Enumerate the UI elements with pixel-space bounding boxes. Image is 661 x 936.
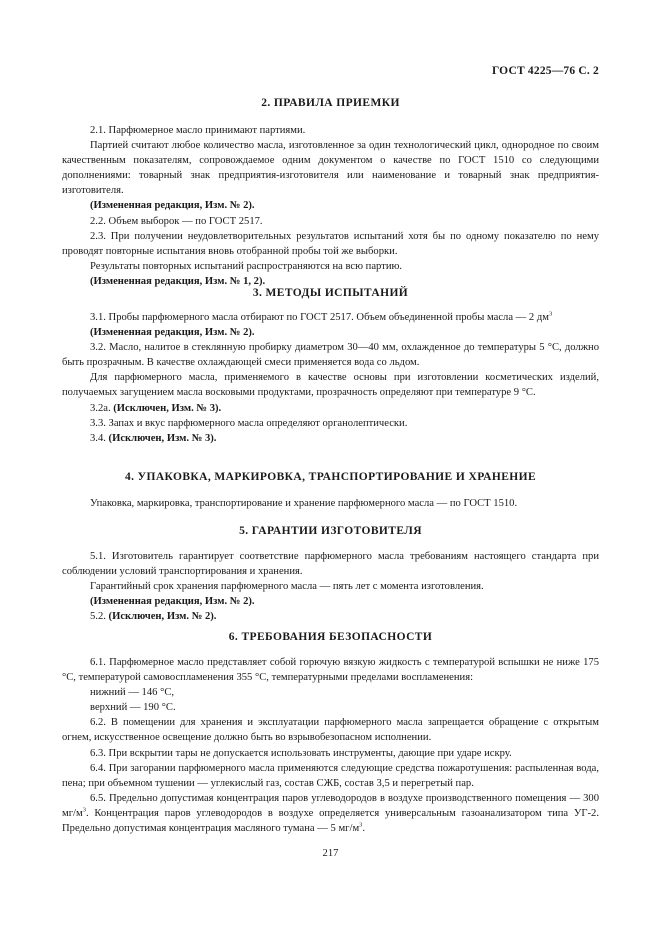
section-2 xyxy=(62,97,599,289)
paragraph: Партией считают любое количество масла, изготовленное за один технологический цикл, однородное по своим качественным показателям, сопровождаемое одним документом о качестве по ГОСТ 1510 со следующими дополнениями: товарный знак предприятия-изготовителя или наименование и товарный знак предприятия-изготовителя. xyxy=(62,140,599,197)
paragraph xyxy=(62,609,599,624)
section-title: 5. ГАРАНТИИ ИЗГОТОВИТЕЛЯ xyxy=(239,525,422,537)
paragraph: Упаковка, маркировка, транспортирование и хранение парфюмерного масла — по ГОСТ 1510. xyxy=(90,498,518,509)
paragraph: 3.3. Запах и вкус парфюмерного масла определяют органолептически. xyxy=(90,417,408,429)
revision-note: (Измененная редакция, Изм. № 2). xyxy=(90,596,255,608)
clause-number: 3.2а. xyxy=(90,402,114,414)
revision-note: (Измененная редакция, Изм. № 2). xyxy=(90,327,255,339)
paragraph: 6.4. При загорании парфюмерного масла применяются следующие средства пожаротушения: распыленная вода, пена; при объемном тушении — углекислый газ, состав СЖБ, состав 3,5 и перегретый пар. xyxy=(62,762,599,789)
excluded-note: (Исключен, Изм. № 3). xyxy=(108,432,217,444)
section-3 xyxy=(62,287,599,446)
excluded-note: (Исключен, Изм. № 2). xyxy=(108,611,217,623)
paragraph: Гарантийный срок хранения парфюмерного масла — пять лет с момента изготовления. xyxy=(90,581,484,593)
section-4 xyxy=(62,471,599,511)
list-item: верхний — 190 °С. xyxy=(90,702,176,714)
paragraph xyxy=(62,791,599,836)
paragraph: Результаты повторных испытаний распространяются на всю партию. xyxy=(90,260,403,272)
section-6 xyxy=(62,631,599,836)
paragraph: Для парфюмерного масла, применяемого в качестве основы при изготовлении косметических изделий, получаемых загущением масла восковыми продуктами, прозрачность определяют при температуре 9 °С. xyxy=(62,372,599,399)
page-number: 217 xyxy=(322,848,339,859)
paragraph xyxy=(62,310,599,325)
section-title: 2. ПРАВИЛА ПРИЕМКИ xyxy=(261,97,400,109)
list-item: нижний — 146 °С, xyxy=(90,687,175,699)
excluded-note: (Исключен, Изм. № 3). xyxy=(113,402,222,414)
section-5 xyxy=(62,525,599,624)
paragraph: 5.1. Изготовитель гарантирует соответствие парфюмерного масла требованиям настоящего стандарта при соблюдении условий транспортирования и хранения. xyxy=(62,551,599,578)
superscript: 3 xyxy=(548,310,553,318)
paragraph: 2.3. При получении неудовлетворительных результатов испытаний хотя бы по одному показателю по нему проводят повторные испытания вновь отобранной пробы той же выборки. xyxy=(62,230,599,257)
clause-number: 5.2. xyxy=(90,611,109,623)
paragraph-text: . xyxy=(362,823,366,835)
paragraph: 3.2. Масло, налитое в стеклянную пробирку диаметром 30—40 мм, охлажденное до температуры 5 °С, должно быть прозрачным. В качестве охлаждающей смеси применяется вода со льдом. xyxy=(62,342,599,369)
revision-note: (Измененная редакция, Изм. № 1, 2). xyxy=(90,275,266,287)
paragraph: 2.1. Парфюмерное масло принимают партиями. xyxy=(90,125,306,136)
paragraph-text: 6.5. Предельно допустимая концентрация паров углеводородов в воздухе производственного помещения — 300 мг/м xyxy=(62,792,599,819)
paragraph-text: . Концентрация паров углеводородов в воздухе определяется универсальным газоанализатором типа УГ-2. Предельно допустимая концентрация масляного тумана — 5 мг/м xyxy=(62,807,599,835)
paragraph xyxy=(62,401,599,416)
paragraph: 2.2. Объем выборок — по ГОСТ 2517. xyxy=(90,215,263,227)
clause-number: 3.4. xyxy=(90,432,109,444)
running-header: ГОСТ 4225—76 С. 2 xyxy=(491,65,599,77)
superscript: 3 xyxy=(82,806,86,814)
section-title: 3. МЕТОДЫ ИСПЫТАНИЙ xyxy=(252,287,409,299)
paragraph xyxy=(62,431,599,446)
paragraph: 6.2. В помещении для хранения и эксплуатации парфюмерного масла запрещается обращение с открытым огнем, искусственное освещение должно быть во взрывобезопасном исполнении. xyxy=(62,717,599,744)
section-title: 4. УПАКОВКА, МАРКИРОВКА, ТРАНСПОРТИРОВАНИЕ И ХРАНЕНИЕ xyxy=(124,471,537,483)
section-title: 6. ТРЕБОВАНИЯ БЕЗОПАСНОСТИ xyxy=(228,631,433,643)
paragraph: 6.3. При вскрытии тары не допускается использовать инструменты, дающие при ударе искру. xyxy=(90,747,512,759)
revision-note: (Измененная редакция, Изм. № 2). xyxy=(90,200,255,212)
paragraph: 6.1. Парфюмерное масло представляет собой горючую вязкую жидкость с температурой вспышки не ниже 175 °С, температурой самовоспламенения 355 °С, температурными пределами воспламенения: xyxy=(62,657,599,684)
superscript: 3 xyxy=(359,821,363,829)
paragraph-text: 3.1. Пробы парфюмерного масла отбирают по ГОСТ 2517. Объем объединенной пробы масла — 2 дм xyxy=(90,312,549,323)
